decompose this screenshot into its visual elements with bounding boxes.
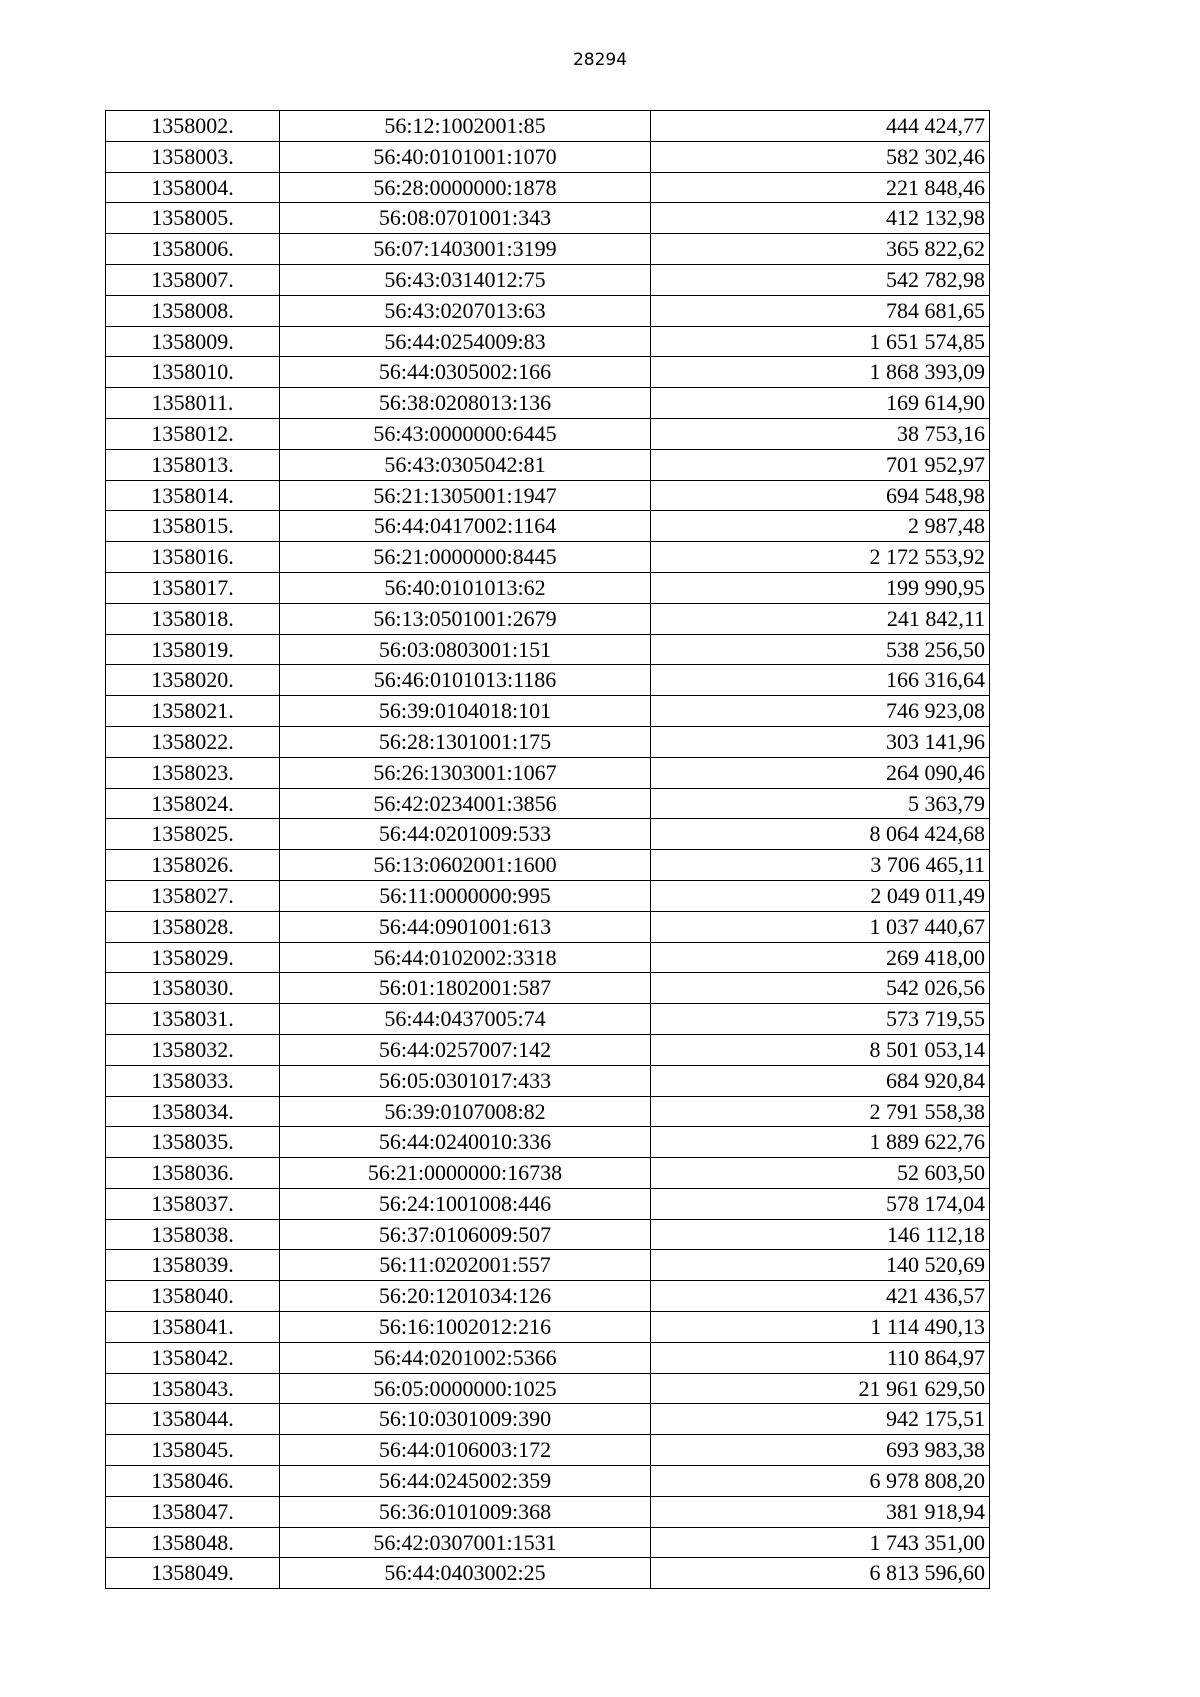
table-row xyxy=(106,1219,990,1250)
cadastral-number-cell: 56:44:0437005:74 xyxy=(280,1004,651,1035)
table-row xyxy=(106,1096,990,1127)
cadastral-value-cell: 573 719,55 xyxy=(651,1004,990,1035)
table-row xyxy=(106,819,990,850)
cadastral-value-cell: 146 112,18 xyxy=(651,1219,990,1250)
cadastral-number-cell: 56:44:0254009:83 xyxy=(280,326,651,357)
cadastral-value-cell: 52 603,50 xyxy=(651,1158,990,1189)
cadastral-value-cell: 582 302,46 xyxy=(651,141,990,172)
page-number: 28294 xyxy=(572,50,628,70)
cadastral-value-cell: 701 952,97 xyxy=(651,449,990,480)
table-row xyxy=(106,1127,990,1158)
table-row xyxy=(106,1466,990,1497)
cadastral-number-cell: 56:39:0104018:101 xyxy=(280,696,651,727)
row-number-cell: 1358030. xyxy=(106,973,280,1004)
cadastral-number-cell: 56:43:0305042:81 xyxy=(280,449,651,480)
row-number-cell: 1358026. xyxy=(106,850,280,881)
table-row xyxy=(106,1281,990,1312)
cadastral-number-cell: 56:10:0301009:390 xyxy=(280,1404,651,1435)
row-number-cell: 1358012. xyxy=(106,418,280,449)
cadastral-value-cell: 538 256,50 xyxy=(651,634,990,665)
table-row xyxy=(106,1558,990,1589)
cadastral-number-cell: 56:44:0240010:336 xyxy=(280,1127,651,1158)
cadastral-number-cell: 56:44:0106003:172 xyxy=(280,1435,651,1466)
table-row xyxy=(106,449,990,480)
cadastral-value-cell: 221 848,46 xyxy=(651,172,990,203)
row-number-cell: 1358014. xyxy=(106,480,280,511)
cadastral-value-cell: 365 822,62 xyxy=(651,234,990,265)
cadastral-value-cell: 694 548,98 xyxy=(651,480,990,511)
cadastral-number-cell: 56:40:0101013:62 xyxy=(280,572,651,603)
row-number-cell: 1358038. xyxy=(106,1219,280,1250)
table-row xyxy=(106,850,990,881)
table-row xyxy=(106,234,990,265)
row-number-cell: 1358039. xyxy=(106,1250,280,1281)
row-number-cell: 1358002. xyxy=(106,111,280,142)
cadastral-number-cell: 56:05:0000000:1025 xyxy=(280,1373,651,1404)
cadastral-value-cell: 1 114 490,13 xyxy=(651,1312,990,1343)
cadastral-number-cell: 56:16:1002012:216 xyxy=(280,1312,651,1343)
cadastral-value-cell: 444 424,77 xyxy=(651,111,990,142)
table-row xyxy=(106,1342,990,1373)
cadastral-number-cell: 56:01:1802001:587 xyxy=(280,973,651,1004)
cadastral-value-cell: 1 889 622,76 xyxy=(651,1127,990,1158)
table-row xyxy=(106,1527,990,1558)
table-row xyxy=(106,1435,990,1466)
cadastral-value-cell: 264 090,46 xyxy=(651,757,990,788)
table-row xyxy=(106,726,990,757)
table-row xyxy=(106,264,990,295)
row-number-cell: 1358043. xyxy=(106,1373,280,1404)
cadastral-value-cell: 578 174,04 xyxy=(651,1188,990,1219)
row-number-cell: 1358047. xyxy=(106,1496,280,1527)
cadastral-number-cell: 56:21:0000000:8445 xyxy=(280,542,651,573)
row-number-cell: 1358036. xyxy=(106,1158,280,1189)
cadastral-value-cell: 1 743 351,00 xyxy=(651,1527,990,1558)
table-row xyxy=(106,1250,990,1281)
cadastral-number-cell: 56:13:0602001:1600 xyxy=(280,850,651,881)
table-row xyxy=(106,172,990,203)
table-row xyxy=(106,973,990,1004)
cadastral-value-cell: 1 651 574,85 xyxy=(651,326,990,357)
cadastral-number-cell: 56:43:0000000:6445 xyxy=(280,418,651,449)
table-row xyxy=(106,911,990,942)
row-number-cell: 1358034. xyxy=(106,1096,280,1127)
row-number-cell: 1358022. xyxy=(106,726,280,757)
row-number-cell: 1358042. xyxy=(106,1342,280,1373)
table-row xyxy=(106,1404,990,1435)
row-number-cell: 1358019. xyxy=(106,634,280,665)
cadastral-number-cell: 56:08:0701001:343 xyxy=(280,203,651,234)
row-number-cell: 1358009. xyxy=(106,326,280,357)
cadastral-number-cell: 56:37:0106009:507 xyxy=(280,1219,651,1250)
row-number-cell: 1358006. xyxy=(106,234,280,265)
cadastral-value-cell: 8 501 053,14 xyxy=(651,1034,990,1065)
cadastral-number-cell: 56:44:0257007:142 xyxy=(280,1034,651,1065)
table-row xyxy=(106,480,990,511)
row-number-cell: 1358021. xyxy=(106,696,280,727)
cadastral-value-cell: 2 791 558,38 xyxy=(651,1096,990,1127)
cadastral-number-cell: 56:42:0234001:3856 xyxy=(280,788,651,819)
row-number-cell: 1358007. xyxy=(106,264,280,295)
row-number-cell: 1358040. xyxy=(106,1281,280,1312)
cadastral-number-cell: 56:11:0000000:995 xyxy=(280,880,651,911)
row-number-cell: 1358020. xyxy=(106,665,280,696)
row-number-cell: 1358018. xyxy=(106,603,280,634)
cadastral-value-cell: 2 049 011,49 xyxy=(651,880,990,911)
cadastral-number-cell: 56:21:1305001:1947 xyxy=(280,480,651,511)
row-number-cell: 1358049. xyxy=(106,1558,280,1589)
cadastral-value-cell: 21 961 629,50 xyxy=(651,1373,990,1404)
row-number-cell: 1358045. xyxy=(106,1435,280,1466)
row-number-cell: 1358016. xyxy=(106,542,280,573)
cadastral-number-cell: 56:21:0000000:16738 xyxy=(280,1158,651,1189)
cadastral-value-cell: 110 864,97 xyxy=(651,1342,990,1373)
cadastral-number-cell: 56:43:0314012:75 xyxy=(280,264,651,295)
table-row xyxy=(106,1496,990,1527)
table-row xyxy=(106,665,990,696)
table-row xyxy=(106,634,990,665)
cadastral-value-cell: 166 316,64 xyxy=(651,665,990,696)
table-row xyxy=(106,141,990,172)
cadastral-value-cell: 3 706 465,11 xyxy=(651,850,990,881)
table-row xyxy=(106,1065,990,1096)
cadastral-number-cell: 56:44:0201002:5366 xyxy=(280,1342,651,1373)
table-row xyxy=(106,1034,990,1065)
cadastral-value-cell: 684 920,84 xyxy=(651,1065,990,1096)
cadastral-value-cell: 942 175,51 xyxy=(651,1404,990,1435)
cadastral-value-cell: 542 782,98 xyxy=(651,264,990,295)
table-row xyxy=(106,1158,990,1189)
row-number-cell: 1358011. xyxy=(106,388,280,419)
cadastral-value-cell: 2 172 553,92 xyxy=(651,542,990,573)
cadastral-number-cell: 56:44:0245002:359 xyxy=(280,1466,651,1497)
row-number-cell: 1358028. xyxy=(106,911,280,942)
row-number-cell: 1358035. xyxy=(106,1127,280,1158)
cadastral-number-cell: 56:26:1303001:1067 xyxy=(280,757,651,788)
cadastral-number-cell: 56:11:0202001:557 xyxy=(280,1250,651,1281)
cadastral-number-cell: 56:28:1301001:175 xyxy=(280,726,651,757)
cadastral-number-cell: 56:42:0307001:1531 xyxy=(280,1527,651,1558)
row-number-cell: 1358024. xyxy=(106,788,280,819)
row-number-cell: 1358029. xyxy=(106,942,280,973)
cadastral-value-cell: 169 614,90 xyxy=(651,388,990,419)
cadastral-number-cell: 56:46:0101013:1186 xyxy=(280,665,651,696)
table-row xyxy=(106,326,990,357)
table-row xyxy=(106,1004,990,1035)
cadastral-value-cell: 2 987,48 xyxy=(651,511,990,542)
cadastral-value-table xyxy=(105,110,990,1589)
table-row xyxy=(106,418,990,449)
row-number-cell: 1358041. xyxy=(106,1312,280,1343)
cadastral-number-cell: 56:38:0208013:136 xyxy=(280,388,651,419)
cadastral-number-cell: 56:44:0417002:1164 xyxy=(280,511,651,542)
cadastral-value-cell: 381 918,94 xyxy=(651,1496,990,1527)
cadastral-number-cell: 56:44:0901001:613 xyxy=(280,911,651,942)
table-row xyxy=(106,942,990,973)
table-row xyxy=(106,1312,990,1343)
cadastral-number-cell: 56:44:0201009:533 xyxy=(280,819,651,850)
cadastral-value-cell: 1 868 393,09 xyxy=(651,357,990,388)
cadastral-number-cell: 56:20:1201034:126 xyxy=(280,1281,651,1312)
row-number-cell: 1358017. xyxy=(106,572,280,603)
row-number-cell: 1358008. xyxy=(106,295,280,326)
table-row xyxy=(106,572,990,603)
cadastral-number-cell: 56:13:0501001:2679 xyxy=(280,603,651,634)
row-number-cell: 1358010. xyxy=(106,357,280,388)
cadastral-number-cell: 56:44:0102002:3318 xyxy=(280,942,651,973)
cadastral-number-cell: 56:36:0101009:368 xyxy=(280,1496,651,1527)
cadastral-value-cell: 542 026,56 xyxy=(651,973,990,1004)
cadastral-number-cell: 56:03:0803001:151 xyxy=(280,634,651,665)
cadastral-value-cell: 693 983,38 xyxy=(651,1435,990,1466)
row-number-cell: 1358003. xyxy=(106,141,280,172)
table-row xyxy=(106,757,990,788)
table-row xyxy=(106,880,990,911)
row-number-cell: 1358037. xyxy=(106,1188,280,1219)
table-row xyxy=(106,111,990,142)
cadastral-value-cell: 412 132,98 xyxy=(651,203,990,234)
table-row xyxy=(106,357,990,388)
cadastral-value-cell: 269 418,00 xyxy=(651,942,990,973)
row-number-cell: 1358013. xyxy=(106,449,280,480)
cadastral-value-cell: 784 681,65 xyxy=(651,295,990,326)
row-number-cell: 1358023. xyxy=(106,757,280,788)
row-number-cell: 1358031. xyxy=(106,1004,280,1035)
cadastral-value-cell: 421 436,57 xyxy=(651,1281,990,1312)
table-row xyxy=(106,1188,990,1219)
table-row xyxy=(106,295,990,326)
cadastral-value-cell: 5 363,79 xyxy=(651,788,990,819)
cadastral-number-cell: 56:43:0207013:63 xyxy=(280,295,651,326)
row-number-cell: 1358044. xyxy=(106,1404,280,1435)
cadastral-value-cell: 241 842,11 xyxy=(651,603,990,634)
row-number-cell: 1358004. xyxy=(106,172,280,203)
cadastral-number-cell: 56:40:0101001:1070 xyxy=(280,141,651,172)
table-body xyxy=(106,111,990,1589)
table-row xyxy=(106,1373,990,1404)
row-number-cell: 1358027. xyxy=(106,880,280,911)
row-number-cell: 1358046. xyxy=(106,1466,280,1497)
cadastral-value-cell: 38 753,16 xyxy=(651,418,990,449)
cadastral-value-cell: 1 037 440,67 xyxy=(651,911,990,942)
table-row xyxy=(106,542,990,573)
cadastral-value-cell: 140 520,69 xyxy=(651,1250,990,1281)
row-number-cell: 1358025. xyxy=(106,819,280,850)
row-number-cell: 1358005. xyxy=(106,203,280,234)
cadastral-value-cell: 746 923,08 xyxy=(651,696,990,727)
table-row xyxy=(106,388,990,419)
cadastral-value-cell: 303 141,96 xyxy=(651,726,990,757)
cadastral-number-cell: 56:44:0305002:166 xyxy=(280,357,651,388)
table-row xyxy=(106,511,990,542)
row-number-cell: 1358048. xyxy=(106,1527,280,1558)
cadastral-number-cell: 56:07:1403001:3199 xyxy=(280,234,651,265)
cadastral-number-cell: 56:28:0000000:1878 xyxy=(280,172,651,203)
table-row xyxy=(106,696,990,727)
cadastral-value-cell: 8 064 424,68 xyxy=(651,819,990,850)
row-number-cell: 1358015. xyxy=(106,511,280,542)
table-row xyxy=(106,788,990,819)
cadastral-value-cell: 6 813 596,60 xyxy=(651,1558,990,1589)
cadastral-number-cell: 56:44:0403002:25 xyxy=(280,1558,651,1589)
table-row xyxy=(106,603,990,634)
row-number-cell: 1358033. xyxy=(106,1065,280,1096)
cadastral-value-cell: 199 990,95 xyxy=(651,572,990,603)
table-row xyxy=(106,203,990,234)
cadastral-number-cell: 56:05:0301017:433 xyxy=(280,1065,651,1096)
cadastral-number-cell: 56:24:1001008:446 xyxy=(280,1188,651,1219)
cadastral-number-cell: 56:12:1002001:85 xyxy=(280,111,651,142)
row-number-cell: 1358032. xyxy=(106,1034,280,1065)
cadastral-value-cell: 6 978 808,20 xyxy=(651,1466,990,1497)
cadastral-number-cell: 56:39:0107008:82 xyxy=(280,1096,651,1127)
